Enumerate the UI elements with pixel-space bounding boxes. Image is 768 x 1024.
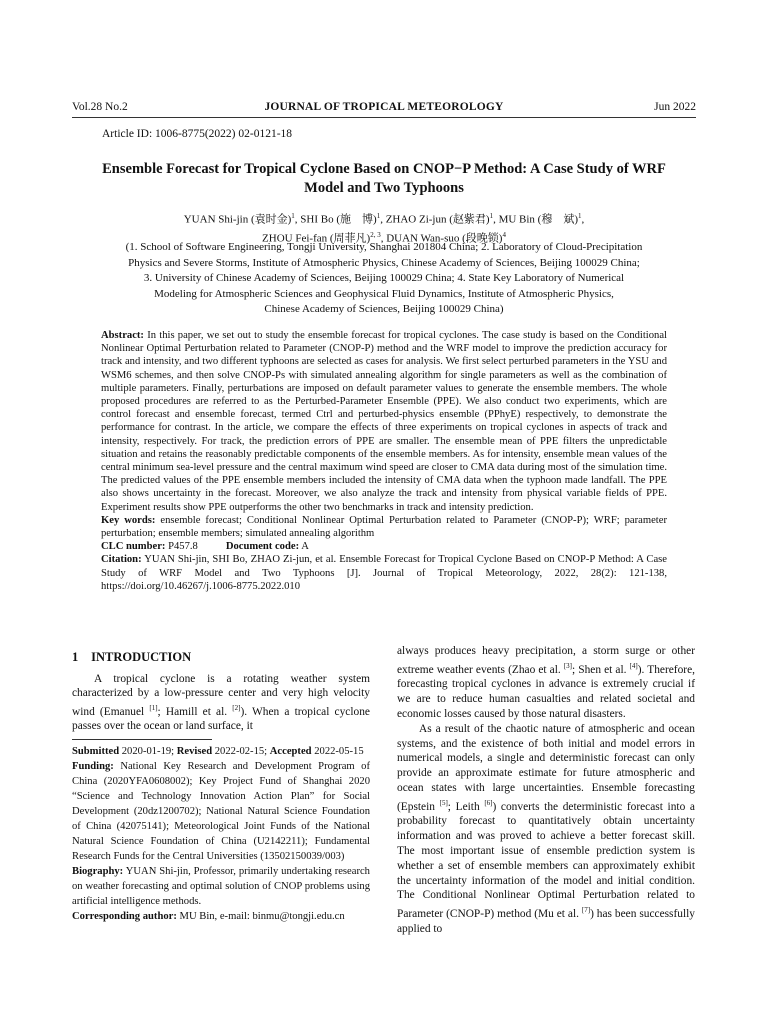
affiliation-line: 3. University of Chinese Academy of Sciences, Beijing 100029 China; 4. State Key Laboratory of Numerical (143, 272, 625, 285)
author: MU Bin (穆 斌) (498, 213, 579, 226)
author: YUAN Shi-jin (袁时金) (183, 213, 292, 226)
footnotes (72, 744, 370, 924)
accepted-date: 2022-05-15 (314, 746, 364, 758)
affiliation-line: Physics and Severe Storms, Institute of Atmospheric Physics, Chinese Academy of Sciences, Beijing 100029 China; (128, 256, 640, 269)
body-paragraph (397, 644, 695, 722)
corresponding-note (72, 909, 370, 924)
keywords (101, 514, 667, 540)
abstract-label: Abstract: (101, 330, 144, 341)
body-paragraph (72, 672, 370, 734)
revised-date: 2022-02-15; (214, 746, 268, 758)
author: ZHOU Fei-fan (周菲凡) (262, 232, 371, 245)
author-list: YUAN Shi-jin (袁时金)$^1$, SHI Bo (施 博)$^1$, ZHAO Zi-jun (赵紫君)$^1$, MU Bin (穆 斌)$^1$, ZHOU Fei-fan (周菲凡)$^{2, 3}$, DUAN Wan-suo (段晚锁)$^4$ (183, 212, 585, 245)
reference-mark[interactable]: [3] (563, 661, 572, 670)
keywords-text: ensemble forecast; Conditional Nonlinear Optimal Perturbation related to Parameter (CNOP-P); WRF; parameter perturbation; ensemble members; simulated annealing algorithm (101, 514, 667, 540)
corresponding-email[interactable]: MU Bin, e-mail: binmu@tongji.edu.cn (179, 911, 345, 923)
paragraph-text: As a result of the chaotic nature of atmospheric and ocean systems, and the existence of both initial and model errors in numerical models, a single and deterministic forecast can only provide an approximate estimate for future atmospheric and ocean states with large uncertainties. Ensemble forecasting (Epstein (397, 722, 695, 813)
paragraph-text: ; Hamill et al. (157, 705, 228, 718)
author: SHI Bo (施 博) (300, 213, 377, 226)
affiliation-line: Modeling for Atmospheric Sciences and Geophysical Fluid Dynamics, Institute of Atmospheric Physics, (154, 287, 614, 300)
reference-mark[interactable]: [2] (232, 703, 241, 712)
abstract (101, 329, 667, 514)
reference-mark[interactable]: [7] (581, 906, 591, 915)
author-affiliation-mark: 1 (376, 212, 381, 220)
reference-mark[interactable]: [4] (629, 661, 638, 670)
running-header (72, 101, 696, 118)
citation (101, 553, 667, 593)
author-affiliation-mark: 1 (291, 212, 295, 220)
abstract-block (101, 329, 667, 593)
issue-date: Jun 2022 (654, 101, 696, 113)
affiliation-line: Chinese Academy of Sciences, Beijing 100029 China) (264, 303, 504, 316)
biography-text: YUAN Shi-jin, Professor, primarily undertaking research on weather forecasting and optimal solution of CNOP problems using artificial intelligence methods. (72, 866, 370, 908)
section-title: INTRODUCTION (91, 650, 192, 664)
reference-mark[interactable]: [6] (484, 798, 493, 807)
biography-label: Biography: (72, 866, 124, 878)
revised-label: Revised (176, 746, 213, 758)
volume-number: Vol.28 No.2 (72, 101, 128, 113)
paragraph-text: ; Shen et al. (571, 663, 627, 676)
author-affiliation-mark: 2, 3 (370, 230, 381, 239)
affiliations (90, 240, 678, 318)
biography-note (72, 864, 370, 909)
keywords-label: Key words: (101, 514, 156, 526)
corresponding-label: Corresponding author: (72, 911, 177, 923)
body-paragraph (397, 722, 695, 937)
funding-label: Funding: (72, 761, 114, 773)
article-id: Article ID: 1006-8775(2022) 02-0121-18 (102, 128, 293, 140)
paragraph-text: A tropical cyclone is a rotating weather system characterized by a low-pressure center and very high velocity wind (Emanuel (72, 672, 370, 718)
paper-title: Ensemble Forecast for Tropical Cyclone Based on CNOP−P Method: A Case Study of WRF Model and Two Typhoons (102, 161, 666, 196)
section-number: 1 (72, 650, 79, 664)
document-code-value: A (301, 541, 309, 553)
reference-mark[interactable]: [1] (149, 703, 158, 712)
paragraph-text: ) converts the deterministic forecast into a probability forecast to quantitatively obtain uncertainty information and was proved to achieve a better forecast skill. The most important issue of ensemble prediction system is whether a set of ensemble members can approximately exhibit the uncertainty information of the model and initial condition. The Conditional Nonlinear Optimal Perturbation related to Parameter (CNOP-P) method (Mu et al. (397, 800, 695, 920)
clc-label: CLC number: (101, 541, 166, 553)
clc-value: P457.8 (168, 541, 198, 553)
author-affiliation-mark: 4 (502, 230, 506, 239)
author: DUAN Wan-suo (段晚锁) (386, 232, 503, 245)
section-heading (72, 650, 370, 665)
submission-dates (72, 744, 370, 759)
citation-text[interactable]: YUAN Shi-jin, SHI Bo, ZHAO Zi-jun, et al. Ensemble Forecast for Tropical Cyclone Based on CNOP-P Method: A Case Study of WRF Model and Two Typhoons [J]. Journal of Tropical Meteorology, 2022, 28(2): 121-138, https://doi.org/10.46267/j.1006-8775.2022.010 (101, 554, 667, 592)
author: ZHAO Zi-jun (赵紫君) (385, 213, 490, 226)
author-affiliation-mark: 1 (489, 212, 494, 220)
journal-name: JOURNAL OF TROPICAL METEOROLOGY (264, 101, 504, 113)
accepted-label: Accepted (269, 746, 312, 758)
paragraph-text: ). Therefore, forecasting tropical cyclones in advance is extremely crucial if we are to reduce human casualties and related societal and economic losses caused by those natural disasters. (397, 663, 695, 720)
abstract-text: In this paper, we set out to study the ensemble forecast for tropical cyclones. The case study is based on the Conditional Nonlinear Optimal Perturbation related to Parameter (CNOP-P) method and the WRF model to improve the prediction accuracy for track and intensity, and two different typhoons are selected as cases for analysis. We first select perturbed parameters in the YSU and WSM6 schemes, and then solve CNOP-Ps with simulated annealing algorithm for single parameters as well as the combination of multiple parameters. Finally, perturbations are imposed on default parameter values to generate the ensemble members. The whole proposed procedures are referred to as the Perturbed-Parameter Ensemble (PPE). We also conduct two experiments, which are control forecast and ensemble forecast, termed Ctrl and perturbed-physics ensemble (PPhyE) respectively, to demonstrate the performance for contrast. In the article, we compare the effects of three experiments on tropical cyclones in aspects of track and intensity, respectively. For track, the prediction errors of PPE are smaller. The ensemble mean of PPE filters the unpredictable situation and retains the reasonably predictable components of the ensemble members. As for intensity, ensemble mean values of the central minimum sea-level pressure and the central maximum wind speed are closer to CMA data during most of the simulation time. The predicted values of the PPE ensemble members included the intensity of CMA data when the typhoon made landfall. The PPE also shows uncertainty in the forecast. Moreover, we also analyze the track and intensity from physical variable fields of PPE. Experiment results show PPE outperforms the other two benchmarks in track and intensity prediction. (101, 330, 667, 513)
paragraph-text: always produces heavy precipitation, a storm surge or other extreme weather events (Zhao et al. (397, 645, 695, 676)
submitted-date: 2020-01-19; (121, 746, 175, 758)
funding-text: National Key Research and Development Program of China (2020YFA0608002); Key Project Fund of Shanghai 2020 “Science and Technology Innovation Action Plan” for Social Development (20dz1200702); National Natural Science Foundation of China (42075141); Meteorological Joint Funds of the National Natural Science Foundation of China (U2142211); Fundamental Research Funds for the Central Universities (13502150039/003) (72, 761, 370, 863)
footnote-divider (72, 739, 212, 740)
document-code-label: Document code: (225, 541, 300, 553)
submitted-label: Submitted (72, 746, 120, 758)
paragraph-text: ). When a tropical cyclone passes over the ocean or land surface, it (72, 705, 370, 732)
right-column (397, 644, 695, 937)
clc-row (101, 540, 667, 553)
citation-label: Citation: (101, 554, 142, 566)
author-affiliation-mark: 1 (578, 212, 582, 220)
paragraph-text: ; Leith (447, 800, 480, 813)
left-column (72, 650, 370, 924)
affiliation-line: (1. School of Software Engineering, Tongji University, Shanghai 201804 China; 2. Laboratory of Cloud-Precipitation (125, 241, 643, 253)
reference-mark[interactable]: [5] (439, 798, 448, 807)
paragraph-text: ) has been successfully applied to (397, 907, 696, 935)
funding-note (72, 759, 370, 864)
